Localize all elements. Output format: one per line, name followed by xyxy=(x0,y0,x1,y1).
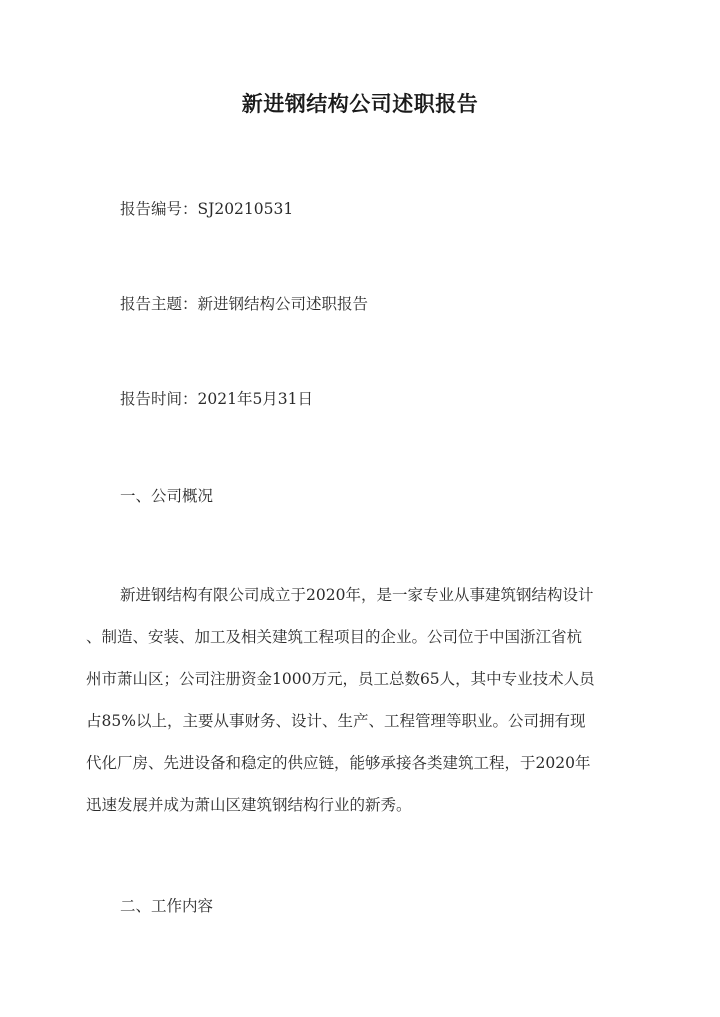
report-number: 报告编号：SJ20210531 xyxy=(120,200,294,218)
paragraph-line: 代化厂房、先进设备和稳定的供应链，能够承接各类建筑工程，于2020年 xyxy=(86,754,591,772)
section-heading-work-content: 二、工作内容 xyxy=(120,897,214,915)
paragraph-line: 、制造、安装、加工及相关建筑工程项目的企业。公司位于中国浙江省杭 xyxy=(86,628,583,646)
paragraph-line: 州市萧山区；公司注册资金1000万元，员工总数65人，其中专业技术人员 xyxy=(86,670,595,688)
paragraph-line: 占85%以上，主要从事财务、设计、生产、工程管理等职业。公司拥有现 xyxy=(86,712,586,730)
company-overview-paragraph xyxy=(86,574,638,826)
paragraph-line: 新进钢结构有限公司成立于2020年，是一家专业从事建筑钢结构设计 xyxy=(120,586,594,604)
document-title: 新进钢结构公司述职报告 xyxy=(241,91,479,116)
section-heading-company-overview: 一、公司概况 xyxy=(120,487,214,505)
report-time: 报告时间：2021年5月31日 xyxy=(120,390,314,408)
paragraph-line: 迅速发展并成为萧山区建筑钢结构行业的新秀。 xyxy=(86,796,412,814)
report-subject: 报告主题：新进钢结构公司述职报告 xyxy=(120,295,369,313)
